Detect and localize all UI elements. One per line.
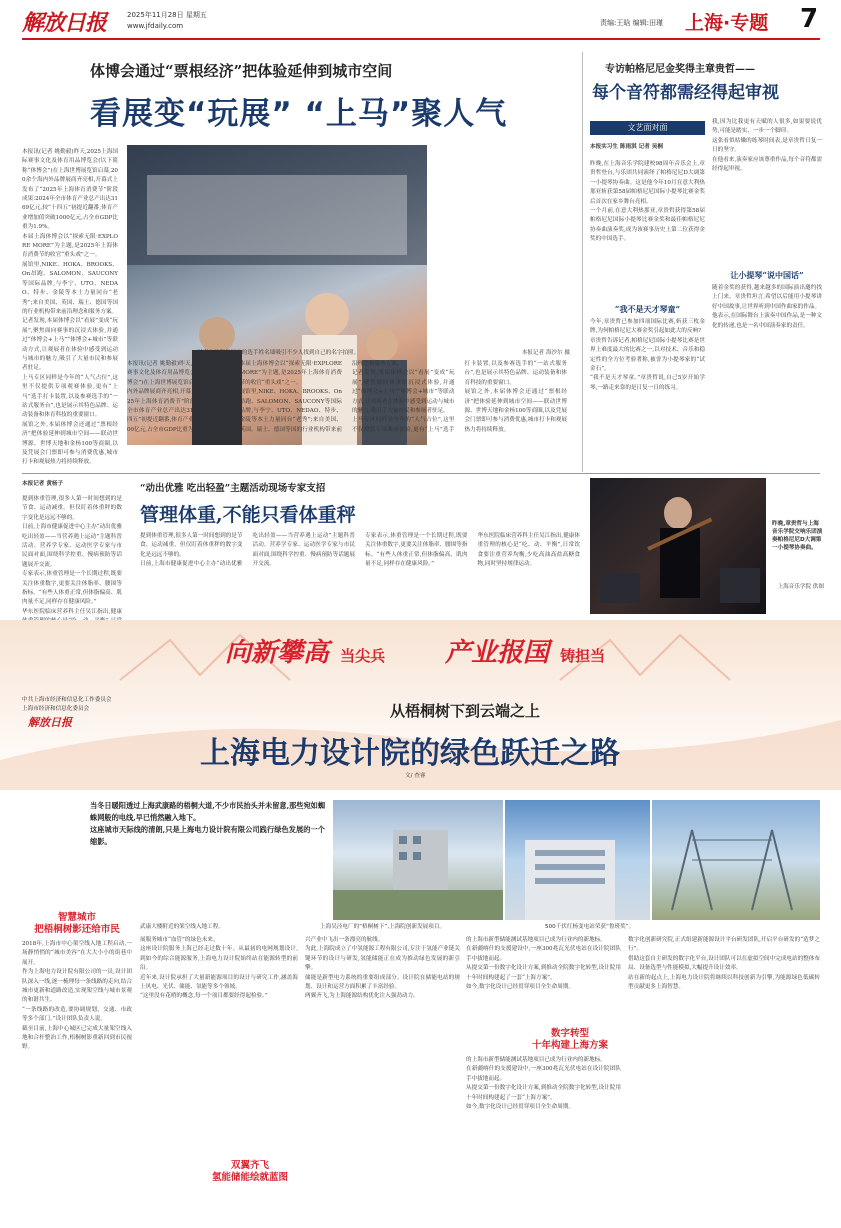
story3-photo-caption: 昨晚,章贵哲与上海音乐学院交响乐团演奏帕格尼尼D大调第一小提琴协奏曲。: [772, 521, 823, 551]
story4-subhead3: 数字转型 十年构建上海方案: [531, 1028, 608, 1051]
story3-subhead2: 让小提琴“说中国话”: [730, 270, 804, 280]
page-number: 7: [800, 4, 819, 34]
substation-illustration: [652, 800, 820, 920]
story4-photo1: [333, 800, 503, 920]
story4-lede: 当冬日暖阳透过上海武康路的梧桐大道,不少市民抬头并未留意,那些宛如蜘蛛网般的电线,早已悄然融入地下。 这座城市天际线的清朗,只是上海电力设计院有限公司践行绿色发展的一个缩影。: [90, 801, 326, 846]
section-name: 上海·专题: [685, 12, 769, 34]
story4-caption1: 武康大楼附近的架空线入地工程。: [140, 924, 224, 930]
story2-body-cols: 提到体重管理,很多人第一时间想到的是节食、运动减重。但仅盯着体重秤的数字变化是远远不够的。 日前,上海市健康促进中心主办“动出优雅 吃出轻盈——当营养遇上运动”主题科普活动。营养学专家、运动医学专家与市民面对面,围绕科学控重、慢病预防等话题展开交流。 专家表示,体重管理是一个长期过程,既要关注体重数字,更要关注体脂率、腰围等指标。“有些人体重正常,但体脂偏高、肌肉量不足,同样存在健康风险。” 华东医院临床营养科主任吴江指出,健康体重管理的核心是“吃、动、平衡”,日常饮食要注重营养均衡,少吃高油高盐高糖食物,同时坚持规律运动。: [140, 533, 580, 568]
story3-subhead1: “我不是天才琴童”: [614, 304, 681, 314]
story1-kicker: 体博会通过“票根经济”把体验延伸到城市空间: [90, 62, 393, 80]
violinist-illustration: [590, 478, 766, 614]
website-url: www.jfdaily.com: [127, 22, 184, 30]
column-tag: 文艺面对面: [590, 121, 705, 135]
story1-headline: 看展变“玩展” “上马”聚人气: [90, 96, 508, 132]
story2-headline: 管理体重,不能只看体重秤: [140, 504, 356, 526]
section-rule: [22, 473, 820, 474]
story4-body1: 2018年,上海市中心架空线入地工程启动,一场静悄悄的“城市美容”在大大小小的街巷中展开。 作为上海电力设计院有限公司的一员,设计团队深入一线,逐一梳理每一条线路的走向,结合城市更新和道路改造,实现架空线与城市景观的和谐共生。 “一条线路的改造,要协调规划、交通、市政等多个部门。”设计团队负责人说。 截至目前,上海中心城区已完成大量架空线入地和合杆整治工作,梧桐树影重新回到市民视野。: [22, 941, 132, 1051]
story4-byline: 文/ 查睿: [405, 773, 426, 779]
banner-slogan-right: [445, 632, 605, 669]
banner-slogan-left: [225, 632, 385, 669]
story4-body4: 的上海市新型储能测试基地项目已成为行业内的新地标。 在新疆喀什的支援建设中,一座300兆瓦光伏电站在设计院团队手中拔地而起。 从提交第一份数字化设计方案,到推动全院数字化转型,设计院用十年时间构建起了一套“上海方案”。 如今,数字化设计已经贯穿项目全生命周期。: [466, 937, 621, 991]
story3-body4: 随着金奖的获得,越来越多的国际演出邀约找上门来。章贵哲坦言,希望以后能用小提琴讲好中国故事,让世界听到中国作曲家的作品。 他表示,在国际舞台上演奏中国作品,是一种文化的传递,也是一名中国演奏家的责任。: [712, 285, 822, 329]
banner-slogan-left-main: 向新攀高: [225, 638, 330, 668]
newspaper-logo: 解放日报: [22, 10, 107, 36]
story1-body: 本报讯(记者 姚勤毅)昨天,2025上海国际赛事文化及体育用品博览会(以下简称“体博会”)在上海世博展览馆启幕,200余个海内外品牌展商齐亮相,开幕式上发布了“2025年上海体育消费节”阶段成果:2024年全市体育产业总产出达3169亿元,较“十四五”初提近翻番,体育产业增加值突破1000亿元,占全市GDP比重为1.9%。 本届上海体博会以“探索无限·EXPLORE MORE”为主题,是2025年上海体育消费节的收官“重头戏”之一。 展馆里,NIKE、HOKA、BROOKS、On昂跑、SALOMON、SAUCONY等国际品牌,与李宁、UTO、NEDAO、特步、金陵等本土力量同台“老秀”;来自美国、英国、瑞士、德国等国的行业机构带来前沿理念和服务方案。 记者发现,本届体博会以“看展”变成“玩展”,聚焦面向赛事的沉浸式体验,并通过“体博会+上马”“体博会+城市”等联动方式,让观展者在体验中感受到运动与城市的魅力,吸引了大量市民和参展者驻足。 上马专区同样是今年的“人气占位”,这里不仅提供专项观赛体验,更有“上马”选手打卡装置,以及参赛选手的“一站式服务台”,也是展示其特色品牌、运动装备和体育科技的重要窗口。 展馆之外,本届体博会还通过“票根经济”把体验延伸到城市空间——联动世博源、世博天地和金杨100等商圈,以及凭展会门票即可参与消费优惠,城市打卡和观展热力将持续释放。: [22, 149, 118, 466]
story4-body4-cont: 的上海市新型储能测试基地项目已成为行业内的新地标。 在新疆喀什的支援建设中,一座300兆瓦光伏电站在设计院团队手中拔地而起。 从提交第一份数字化设计方案,到推动全院数字化转型,设计院用十年时间构建起了一套“上海方案”。 如今,数字化设计已经贯穿项目全生命周期。: [466, 1057, 621, 1111]
story1-photo-caption: 耐克上马装备区内的选手姓名墙吸引不少人找到自己的名字拍照。: [197, 350, 360, 356]
masthead: [0, 0, 841, 40]
story1-photo-credit: 本报记者 海沙尔 摄: [521, 350, 570, 356]
story4-headline: 上海电力设计院的绿色跃迁之路: [200, 736, 620, 771]
editor-line: 责编:王晗 编辑:田瑾: [600, 19, 663, 27]
story4-photo2: [505, 800, 650, 920]
banner-slogan-right-sub: 铸担当: [560, 647, 606, 665]
story4-body3: 兴产业中飞出一条漂亮的航线。 为此,上海院成立了中氢能源工程有限公司,专注于氢能产业链关键环节的设计与研发,氢能储能正在成为推动绿色发展的新引擎。 储能是新型电力系统的重要组成部分。设计院在储能电站的规划、设计和运营方面积累了丰富经验。 两翼齐飞,为上海能源结构优化注入强劲动力。: [305, 937, 460, 1000]
story4-body2: 展服务城市“血管”的绿色未来。 这座设计院服务上海已经走过数十年。从最初的电网规划设计,到如今的综合能源服务,上海电力设计院始终站在能源转型的前沿。 近年来,设计院承担了大量新能源项目的设计与研究工作,涵盖海上风电、光伏、储能、氢能等多个领域。 “这里没有花哨的概念,每一个项目都要经得起检验。”: [140, 937, 298, 1000]
story3-body1: 昨晚,在上海音乐学院建校98周年音乐会上,章贵哲登台,与乐团共同演绎了帕格尼尼D大调第一小提琴协奏曲。这是他今年10月在意大利热那亚斩获第58届帕格尼尼国际小提琴比赛金奖后首次在家乡舞台亮相。 一个月前,在意大利热那亚,章贵哲获得第58届帕格尼尼国际小提琴比赛金奖和最佳帕格尼尼协奏曲演奏奖,成为该赛事历史上第二位获得金奖的中国选手。: [590, 161, 705, 243]
story3-photo-credit: 上海音乐学院 供图: [777, 584, 824, 590]
masthead-rule: [22, 38, 820, 40]
story3-photo: [590, 478, 766, 614]
power-plant-illustration: [505, 800, 650, 920]
column-divider: [582, 52, 583, 472]
story4-photo3: [652, 800, 820, 920]
issue-date: 2025年11月28日 星期五: [127, 11, 207, 19]
story3-headline: 每个音符都需经得起审视: [592, 83, 779, 103]
story3-byline: 本报实习生 陈雨淇 记者 吴桐: [590, 144, 663, 150]
story3-kicker: 专访帕格尼尼金奖得主章贵哲——: [605, 64, 755, 75]
story4-caption3: 500千伏红杨变电站荣获“鲁班奖”。: [545, 924, 635, 930]
special-banner: [0, 620, 841, 790]
story2-byline: 本报记者 黄杨子: [22, 481, 64, 487]
building-illustration: [333, 800, 503, 920]
story2-body-col1: 提到体重管理,很多人第一时间想到的是节食、运动减重。但仅盯着体重秤的数字变化是远远不够的。 日前,上海市健康促进中心主办“动出优雅 吃出轻盈——当营养遇上运动”主题科普活动。营养学专家、运动医学专家与市民面对面,围绕科学控重、慢病预防等话题展开交流。 专家表示,体重管理是一个长期过程,既要关注体重数字,更要关注体脂率、腰围等指标。“有些人体重正常,但体脂偏高、肌肉量不足,同样存在健康风险。” 华东医院临床营养科主任吴江指出,健康: [22, 496, 122, 615]
story4-subhead1: 智慧城市 把梧桐树影还给市民: [34, 912, 120, 935]
org-line-1: 中共上海市经济和信息化工作委员会: [22, 697, 112, 703]
story2-kicker: “动出优雅 吃出轻盈”主题活动现场专家支招: [140, 483, 326, 494]
partner-logo: 解放日报: [28, 716, 72, 729]
story3-body3: 我,因为比我更有天赋的人很多,如果要说优势,可能是踏实、一步一个脚印。 这张看似枯燥的练琴时间表,是章贵哲日复一日的坚守。 在他看来,演奏家应该尊重作品,每个音符都需经得起审视。: [712, 119, 822, 173]
story3-body2: 今年,章贵哲已参加四项国际比赛,斩获三枚金牌,为何帕格尼尼大赛金奖引起如此大的反响? 章贵哲告诉记者,帕格尼尼国际小提琴比赛是世界上难度最大的比赛之一,以对技术、音乐和稳定性的全方位考验著称,被誉为小提琴家的“试金石”。 “我不是天才琴童。”章贵哲说,自己5岁开始学琴,一路走来靠的是日复一日的练习。: [590, 319, 705, 391]
story4-body5: 数字化创新研究院,正式组建新能源设计平台研发团队,开启平台研发的“造梦之行”。 借助这套自主研发的数字化平台,设计团队可以在虚拟空间中完成电站的整体布局、设备选型与性能模拟,大幅提升设计效率。 站在新的起点上,上海电力设计院将继续以科技创新为引擎,为能源绿色低碳转型贡献更多上海智慧。: [628, 937, 820, 991]
story1-body-cont: 本报讯(记者 姚勤毅)昨天,2025上海国际赛事文化及体育用品博览会(以下简称“体博会”)在上海世博展览馆启幕,200余个海内外品牌展商齐亮相,开幕式上发布了“2025年上海体育消费节”阶段成果:2024年全市体育产业总产出达3169亿元,较“十四五”初提近翻番,体育产业增加值突破1000亿元,占全市GDP比重为1.9%。 本届上海体博会以“探索无限·EXPLORE MORE”为主题,是2025年上海体育消费节的收官“重头戏”之一。 展馆里,NIKE、HOKA、BROOKS、On昂跑、SALOMON、SAUCONY等国际品牌,与李宁、UTO、NEDAO、特步、金陵等本土力量同台“老秀”;来自美国、英国、瑞士、德国等国的行业机构带来前沿理念和服务方案。 记者发现,本届体博会以“看展”变成“玩展”,聚焦面向赛事的沉浸式体验,并通过“体博会+上马”“体博会+城市”等联动方式,让观展者在体验中感受到运动与城市的魅力,吸引了大量市民和参展者驻足。 上马专区同样是今年的“人气占位”,这里不仅提供专项观赛体验,更有“上马”选手打卡装置,以及参赛选手的“一站式服务台”,也是展示其特色品牌、运动装备和体育科技的重要窗口。 展馆之外,本届体博会还通过“票根经济”把体验延伸到城市空间——联动世博源、世博天地和金杨100等商圈,以及凭展会门票即可参与消费优惠,城市打卡和观展热力将持续释放。: [127, 361, 567, 433]
story4-caption2: 上海吴泾电厂的“梧桐树下”,上海院创新发展项目。: [320, 924, 446, 930]
org-line-2: 上海市经济和信息化委员会: [22, 706, 90, 712]
banner-slogan-right-main: 产业报国: [445, 638, 550, 668]
banner-slogan-left-sub: 当尖兵: [340, 647, 386, 665]
story4-kicker: 从梧桐树下到云端之上: [390, 702, 541, 720]
story4-subhead2: 双翼齐飞 氢能储能绘就蓝图: [211, 1160, 288, 1183]
